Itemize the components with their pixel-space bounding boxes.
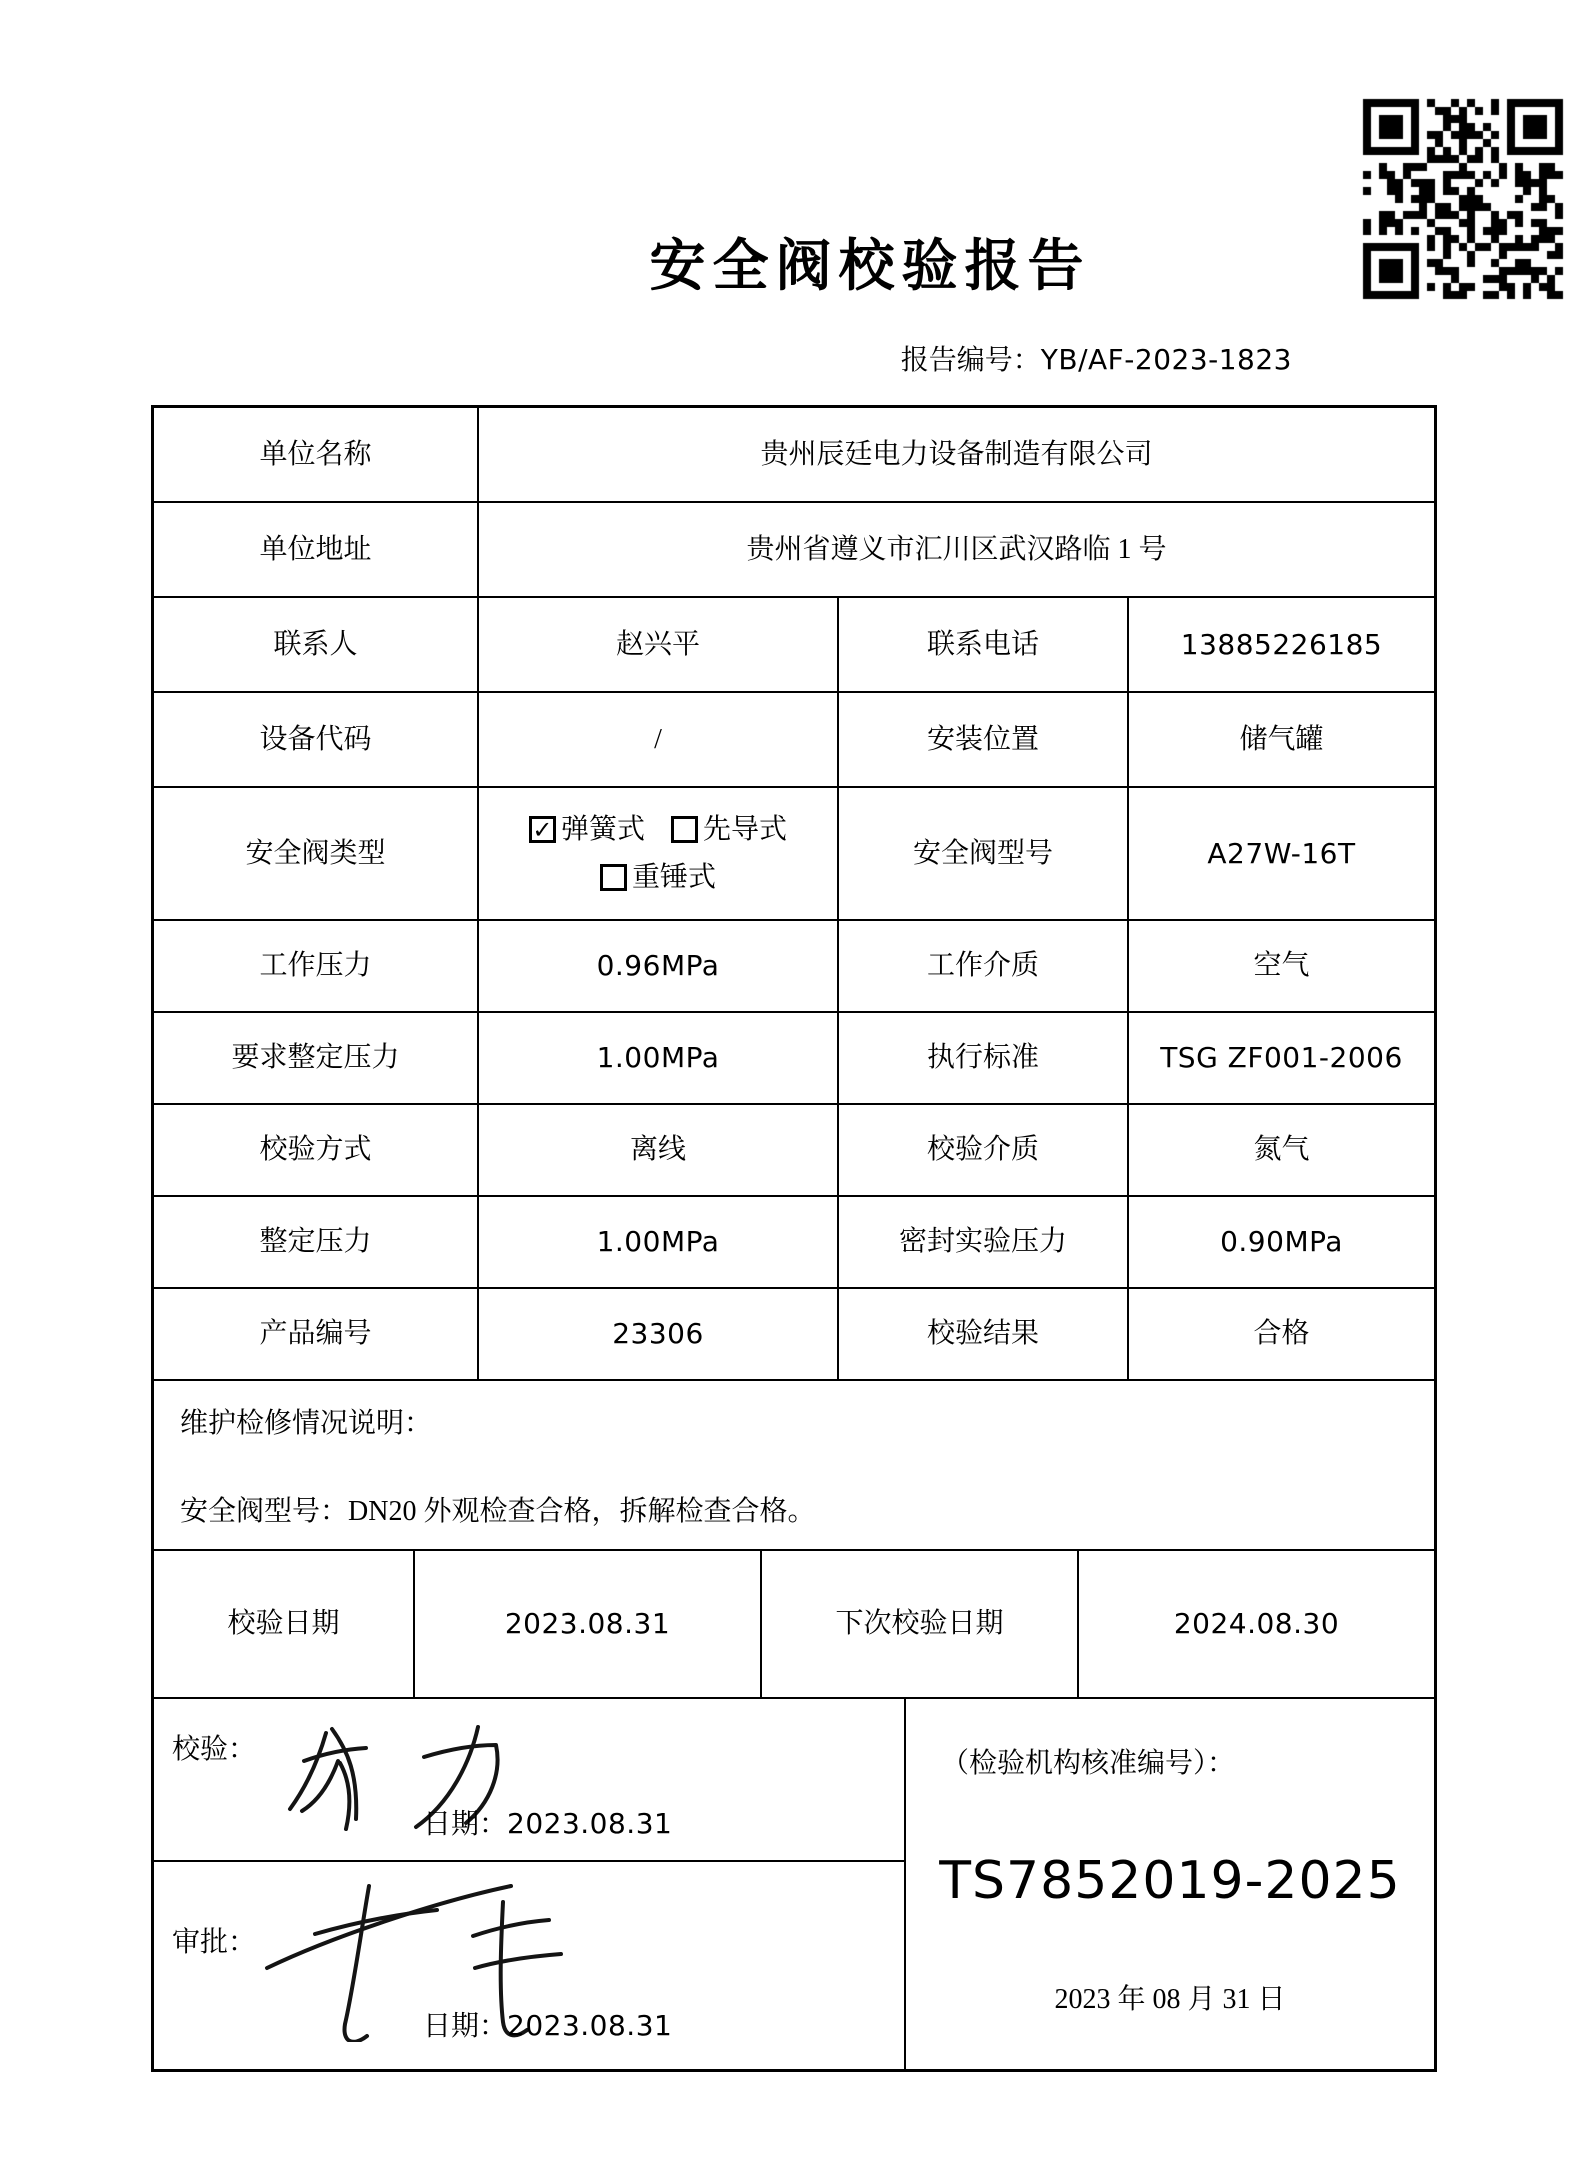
maintenance-section <box>154 1381 1434 1551</box>
report-number-label: 报告编号： <box>900 345 1041 376</box>
agency-block <box>906 1699 1434 2069</box>
verify-date-value: 2023.08.31 <box>507 1807 673 1840</box>
approve-date-label: 日期： <box>423 2011 508 2042</box>
maintenance-label: 维护检修情况说明： <box>180 1408 433 1439</box>
calibration-date-label: 校验日期 <box>154 1551 415 1697</box>
calibration-medium-label: 校验介质 <box>839 1105 1129 1195</box>
valve-type-option-pilot: 先导式 <box>703 813 788 845</box>
working-pressure-value: 0.96MPa <box>479 921 839 1011</box>
install-location-label: 安装位置 <box>839 693 1129 786</box>
report-number-value: YB/AF-2023-1823 <box>1040 343 1292 376</box>
calibration-medium-value: 氮气 <box>1253 1134 1310 1166</box>
working-medium-value: 空气 <box>1253 950 1310 982</box>
unit-name-label: 单位名称 <box>154 408 479 501</box>
next-calibration-date-value: 2024.08.30 <box>1173 1607 1340 1641</box>
table-row <box>154 1105 1434 1197</box>
signature-section <box>154 1699 1434 2069</box>
maintenance-text: 安全阀型号：DN20 外观检查合格，拆解检查合格。 <box>180 1495 816 1527</box>
unit-address-label: 单位地址 <box>154 503 479 596</box>
product-number-value: 23306 <box>479 1289 839 1379</box>
required-set-pressure-label: 要求整定压力 <box>154 1013 479 1103</box>
valve-model-label: 安全阀型号 <box>839 788 1129 919</box>
contact-phone-value: 13885226185 <box>1180 627 1383 661</box>
valve-type-label: 安全阀类型 <box>154 788 479 919</box>
contact-person-value: 赵兴平 <box>479 598 839 691</box>
calibration-method-label: 校验方式 <box>154 1105 479 1195</box>
report-number-line <box>151 338 1292 378</box>
dates-row <box>154 1551 1434 1699</box>
set-pressure-label: 整定压力 <box>154 1197 479 1287</box>
valve-type-option-spring: 弹簧式 <box>560 813 645 845</box>
table-row <box>154 598 1434 693</box>
verify-date-label: 日期： <box>423 1809 508 1840</box>
product-number-label: 产品编号 <box>154 1289 479 1379</box>
approve-signature-block <box>154 1862 904 2069</box>
checkbox-lever-icon <box>600 864 627 891</box>
verify-label: 校验： <box>172 1734 257 1765</box>
approve-date-value: 2023.08.31 <box>507 2009 673 2042</box>
working-pressure-label: 工作压力 <box>154 921 479 1011</box>
device-code-value: / <box>479 693 839 786</box>
calibration-result-label: 校验结果 <box>839 1289 1129 1379</box>
agency-approval-code: TS7852019-2025 <box>939 1851 1401 1911</box>
agency-approval-label: （检验机构核准编号）： <box>941 1748 1236 1779</box>
contact-phone-label: 联系电话 <box>839 598 1129 691</box>
valve-model-value: A27W-16T <box>1207 836 1356 870</box>
unit-name-value: 贵州辰廷电力设备制造有限公司 <box>760 438 1153 470</box>
checkbox-spring-checked-icon: ✓ <box>529 816 556 843</box>
approve-label: 审批： <box>172 1927 257 1958</box>
calibration-result-value: 合格 <box>1253 1318 1310 1350</box>
contact-person-label: 联系人 <box>154 598 479 691</box>
table-row <box>154 408 1434 503</box>
table-row <box>154 503 1434 598</box>
valve-type-options <box>479 788 839 919</box>
verify-signature-block <box>154 1699 904 1862</box>
unit-address-value: 贵州省遵义市汇川区武汉路临 1 号 <box>746 533 1167 565</box>
table-row <box>154 1289 1434 1381</box>
set-pressure-value: 1.00MPa <box>479 1197 839 1287</box>
calibration-date-value: 2023.08.31 <box>415 1551 762 1697</box>
report-table <box>151 405 1437 2072</box>
checkbox-pilot-icon <box>671 816 698 843</box>
standard-value: TSG ZF001-2006 <box>1160 1041 1403 1075</box>
next-calibration-date-label: 下次校验日期 <box>762 1551 1079 1697</box>
calibration-method-value: 离线 <box>479 1105 839 1195</box>
seal-test-pressure-label: 密封实验压力 <box>839 1197 1129 1287</box>
table-row <box>154 921 1434 1013</box>
required-set-pressure-value: 1.00MPa <box>479 1013 839 1103</box>
working-medium-label: 工作介质 <box>839 921 1129 1011</box>
valve-type-option-lever: 重锤式 <box>631 861 716 893</box>
standard-label: 执行标准 <box>839 1013 1129 1103</box>
table-row <box>154 788 1434 921</box>
table-row <box>154 693 1434 788</box>
table-row <box>154 1013 1434 1105</box>
install-location-value: 储气罐 <box>1239 723 1324 755</box>
seal-test-pressure-value: 0.90MPa <box>1220 1225 1343 1259</box>
table-row <box>154 1197 1434 1289</box>
agency-date: 2023 年 08 月 31 日 <box>1054 1984 1286 2015</box>
page-title: 安全阀校验报告 <box>649 236 1091 298</box>
device-code-label: 设备代码 <box>154 693 479 786</box>
